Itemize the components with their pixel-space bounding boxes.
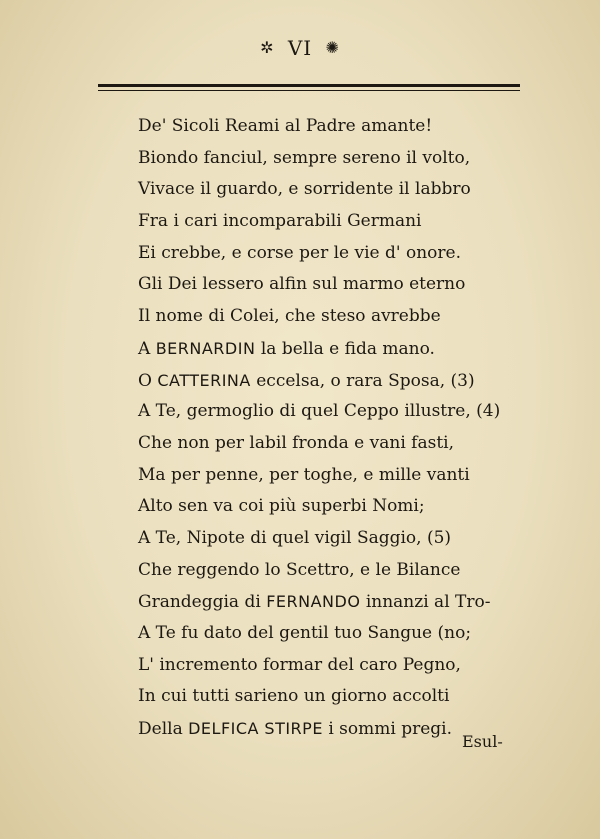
left-ornament-icon: ✲	[260, 38, 275, 57]
catchword: Esul-	[462, 732, 503, 751]
proper-name-caps: FERNANDO	[266, 592, 361, 612]
verse-line: De' Sicoli Reami al Padre amante!	[138, 116, 433, 136]
header-rule-thick	[98, 84, 520, 87]
verse-line: In cui tutti sarieno un giorno accolti	[138, 686, 450, 707]
verse-line: A BERNARDIN la bella e fida mano.	[138, 338, 435, 359]
verse-line: A Te fu dato del gentil tuo Sangue (no;	[138, 623, 472, 643]
proper-name-caps: STIRPE	[264, 719, 323, 739]
right-ornament-icon: ✺	[325, 38, 340, 57]
proper-name-caps: DELFICA	[188, 719, 259, 739]
verse-line: A Te, Nipote di quel vigil Saggio, (5)	[138, 527, 452, 548]
verse-line: Che non per labil fronda e vani fasti,	[138, 432, 455, 453]
verse-line: Alto sen va coi più superbi Nomi;	[138, 496, 425, 517]
verse-line: Biondo fanciul, sempre sereno il volto,	[138, 147, 471, 168]
verse-line: Grandeggia di FERNANDO innanzi al Tro-	[138, 592, 491, 613]
verse-line: Gli Dei lessero alfin sul marmo eterno	[138, 274, 466, 295]
page-number: VI	[287, 36, 313, 60]
proper-name-caps: CATTERINA	[157, 370, 251, 390]
verse-line: L' incremento formar del caro Pegno,	[138, 654, 461, 675]
verse-line: Vivace il guardo, e sorridente il labbro	[138, 179, 471, 200]
verse-line: Ma per penne, per toghe, e mille vanti	[138, 464, 470, 485]
header-rule-thin	[98, 90, 520, 91]
verse-line: A Te, germoglio di quel Ceppo illustre, (4)	[138, 401, 501, 422]
proper-name-caps: BERNARDIN	[155, 338, 256, 358]
verse-line: Ei crebbe, e corse per le vie d' onore.	[138, 242, 461, 263]
verse-line: Della DELFICA STIRPE i sommi pregi.	[138, 719, 453, 740]
verse-line: O CATTERINA eccelsa, o rara Sposa, (3)	[138, 370, 475, 391]
poem-verses	[138, 111, 538, 745]
verse-line: Il nome di Colei, che steso avrebbe	[138, 306, 441, 327]
verse-line: Che reggendo lo Scettro, e le Bilance	[138, 559, 461, 580]
verse-line: Fra i cari incomparabili Germani	[138, 211, 422, 232]
page-header	[0, 36, 600, 60]
